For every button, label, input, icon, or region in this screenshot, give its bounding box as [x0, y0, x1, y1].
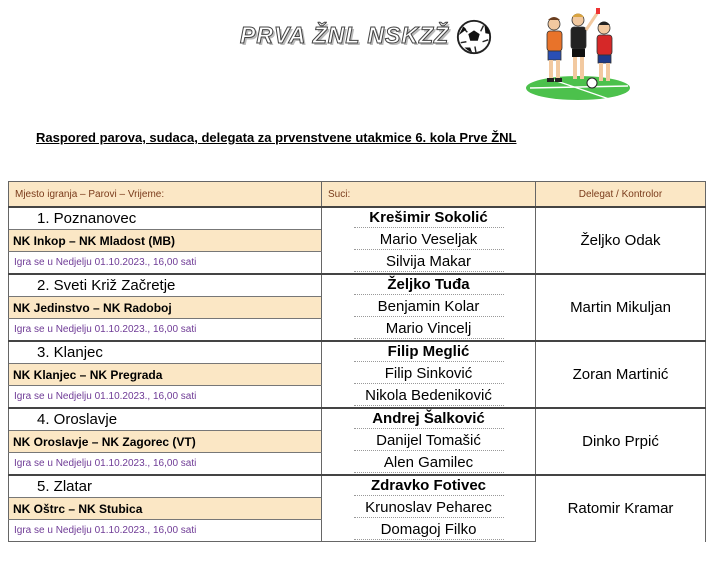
match-delegate: Martin Mikuljan — [536, 274, 706, 341]
match-location: 3. Klanjec — [9, 341, 322, 364]
assistant-referee-2: Nikola Bedeniković — [322, 386, 536, 409]
assistant-referee-2: Alen Gamilec — [322, 453, 536, 476]
column-header-venue: Mjesto igranja – Parovi – Vrijeme: — [9, 182, 322, 208]
table-row — [9, 408, 706, 431]
match-date: Igra se u Nedjelju 01.10.2023., 16,00 sati — [9, 386, 322, 409]
match-location: 5. Zlatar — [9, 475, 322, 498]
match-date: Igra se u Nedjelju 01.10.2023., 16,00 sati — [9, 252, 322, 275]
football-icon — [455, 18, 493, 56]
assistant-referee-1: Mario Veseljak — [322, 230, 536, 252]
match-pair: NK Inkop – NK Mladost (MB) — [9, 230, 322, 252]
assistant-referee-1: Krunoslav Peharec — [322, 498, 536, 520]
page-title: PRVA ŽNL NSKZŽ — [240, 22, 450, 48]
assistant-referee-1: Filip Sinković — [322, 364, 536, 386]
match-pair: NK Jedinstvo – NK Radoboj — [9, 297, 322, 319]
match-delegate: Zoran Martinić — [536, 341, 706, 408]
main-referee: Andrej Šalković — [322, 408, 536, 431]
schedule-heading: Raspored parova, sudaca, delegata za prvenstvene utakmice 6. kola Prve ŽNL — [36, 130, 517, 145]
match-delegate: Dinko Prpić — [536, 408, 706, 475]
table-row — [9, 274, 706, 297]
table-header-row — [9, 182, 706, 208]
main-referee: Filip Meglić — [322, 341, 536, 364]
assistant-referee-2: Mario Vincelj — [322, 319, 536, 342]
match-delegate: Željko Odak — [536, 207, 706, 274]
assistant-referee-1: Danijel Tomašić — [322, 431, 536, 453]
match-location: 1. Poznanovec — [9, 207, 322, 230]
match-date: Igra se u Nedjelju 01.10.2023., 16,00 sati — [9, 520, 322, 542]
match-pair: NK Klanjec – NK Pregrada — [9, 364, 322, 386]
table-row — [9, 475, 706, 498]
assistant-referee-1: Benjamin Kolar — [322, 297, 536, 319]
assistant-referee-2: Silvija Makar — [322, 252, 536, 275]
main-referee: Željko Tuđa — [322, 274, 536, 297]
match-location: 4. Oroslavje — [9, 408, 322, 431]
players-illustration — [524, 6, 632, 102]
match-pair: NK Oroslavje – NK Zagorec (VT) — [9, 431, 322, 453]
assistant-referee-2: Domagoj Filko — [322, 520, 536, 542]
match-delegate: Ratomir Kramar — [536, 475, 706, 542]
match-date: Igra se u Nedjelju 01.10.2023., 16,00 sati — [9, 453, 322, 476]
match-date: Igra se u Nedjelju 01.10.2023., 16,00 sati — [9, 319, 322, 342]
schedule-table — [8, 181, 706, 542]
table-row — [9, 341, 706, 364]
match-location: 2. Sveti Križ Začretje — [9, 274, 322, 297]
main-referee: Zdravko Fotivec — [322, 475, 536, 498]
column-header-delegate: Delegat / Kontrolor — [536, 182, 706, 208]
main-referee: Krešimir Sokolić — [322, 207, 536, 230]
match-pair: NK Oštrc – NK Stubica — [9, 498, 322, 520]
table-row — [9, 207, 706, 230]
column-header-referees: Suci: — [322, 182, 536, 208]
